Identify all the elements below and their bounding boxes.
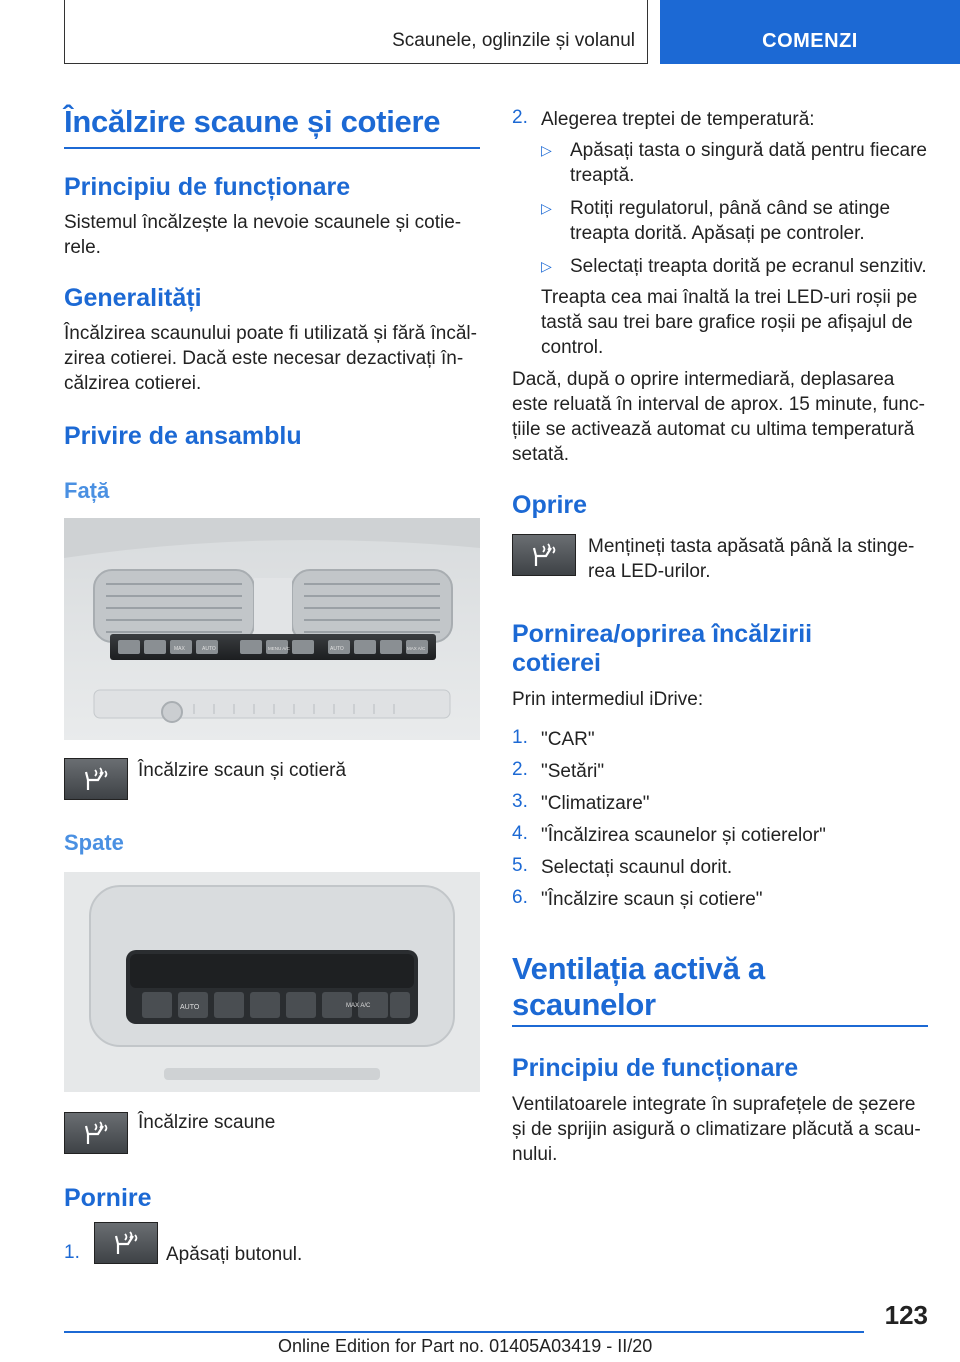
seat-heating-icon-inline <box>113 1230 141 1256</box>
vent-title-line-1: Ventilația activă a <box>512 951 765 986</box>
seat-heating-icon-rear <box>83 1120 111 1146</box>
idrive-step-text: "Încălzirea scaunelor și cotierelor" <box>541 825 826 846</box>
footer-rule <box>64 1331 864 1333</box>
title-rule <box>64 147 480 149</box>
vent-text-1: Ventilatoarele integrate în suprafețele de șezere <box>512 1094 916 1115</box>
rear-label-auto: AUTO <box>180 1004 200 1011</box>
idrive-step-text: "Încălzire scaun și cotiere" <box>541 889 763 910</box>
idrive-step-number: 4. <box>512 823 528 844</box>
principle-heading: Principiu de funcționare <box>64 173 351 201</box>
seat-heating-button-front <box>64 758 128 800</box>
front-label-max: MAX <box>174 646 185 652</box>
bullet-2-line-2: treapta dorită. Apăsați pe controler. <box>570 223 865 244</box>
front-button-label: Încălzire scaun și cotieră <box>138 760 347 781</box>
page-title: Încălzire scaune și cotiere <box>64 104 441 139</box>
idrive-step-text: "CAR" <box>541 729 595 750</box>
idrive-text: Prin intermediul iDrive: <box>512 689 704 710</box>
front-label-auto-right: AUTO <box>330 646 344 652</box>
stop-text-2: rea LED-urilor. <box>588 561 711 582</box>
seat-heating-button-stop <box>512 534 576 576</box>
bullet-3-line-1: Selectați treapta dorită pe ecranul senzitiv. <box>570 256 927 277</box>
footer-edition: Online Edition for Part no. 01405A03419 - II/20 <box>278 1336 653 1356</box>
front-label-auto-left: AUTO <box>202 646 216 652</box>
idrive-step-number: 6. <box>512 887 528 908</box>
resume-line-1: Dacă, după o oprire intermediară, deplasarea <box>512 369 895 390</box>
section-title: Scaunele, oglinzile și volanul <box>392 30 635 51</box>
rear-climate-panel-image <box>64 872 480 1092</box>
note-line-1: Treapta cea mai înaltă la trei LED-uri roșii pe <box>541 287 918 308</box>
principle-text-2: rele. <box>64 237 101 258</box>
resume-line-4: setată. <box>512 444 570 465</box>
chapter-tab-label: COMENZI <box>762 30 858 52</box>
general-text-2: zirea cotierei. Dacă este necesar dezactivați în- <box>64 348 464 369</box>
seat-heating-icon <box>83 766 111 792</box>
vent-text-2: și de sprijin asigură o climatizare plăcută a scau- <box>512 1119 921 1140</box>
chapter-tab[interactable] <box>660 0 960 64</box>
note-line-3: control. <box>541 337 604 358</box>
header-section-box <box>64 0 648 64</box>
bullet-1-line-1: Apăsați tasta o singură dată pentru fiecare <box>570 140 928 161</box>
front-climate-panel-image <box>64 518 480 740</box>
general-text-1: Încălzirea scaunului poate fi utilizată și fără încăl- <box>64 323 477 344</box>
front-heading: Față <box>64 478 110 503</box>
start-step-text: Apăsați butonul. <box>166 1244 303 1265</box>
start-step-number: 1. <box>64 1242 80 1263</box>
idrive-step-text: "Setări" <box>541 761 605 782</box>
bullet-arrow-icon: ▷ <box>541 142 552 158</box>
onoff-heading-line-2: cotierei <box>512 649 601 677</box>
bullet-2-line-1: Rotiți regulatorul, până când se atinge <box>570 198 891 219</box>
idrive-step-text: "Climatizare" <box>541 793 650 814</box>
vent-title-rule <box>512 1025 928 1027</box>
idrive-step-text: Selectați scaunul dorit. <box>541 857 733 878</box>
page-number: 123 <box>884 1300 928 1330</box>
note-line-2: tastă sau trei bare grafice roșii pe afișajul de <box>541 312 913 333</box>
resume-line-2: este reluată în interval de aprox. 15 minute, func- <box>512 394 925 415</box>
bullet-1-line-2: treaptă. <box>570 165 635 186</box>
rear-heading: Spate <box>64 830 124 855</box>
idrive-step-number: 3. <box>512 791 528 812</box>
overview-heading: Privire de ansamblu <box>64 422 302 450</box>
rear-label-maxac: MAX A/C <box>346 1003 371 1009</box>
idrive-step-number: 2. <box>512 759 528 780</box>
onoff-heading-line-1: Pornirea/oprirea încălzirii <box>512 620 813 648</box>
front-label-menu: MENU A/C <box>268 646 290 651</box>
stop-text-1: Mențineți tasta apăsată până la stinge- <box>588 536 915 557</box>
seat-heating-button-rear <box>64 1112 128 1154</box>
seat-heating-button-inline <box>94 1222 158 1264</box>
bullet-arrow-icon: ▷ <box>541 258 552 274</box>
seat-heating-icon-stop <box>531 542 559 568</box>
vent-text-3: nului. <box>512 1144 558 1165</box>
bullet-arrow-icon: ▷ <box>541 200 552 216</box>
idrive-step-number: 1. <box>512 727 528 748</box>
vent-title-line-2: scaunelor <box>512 987 656 1022</box>
general-text-3: călzirea cotierei. <box>64 373 202 394</box>
general-heading: Generalități <box>64 284 202 312</box>
stop-heading: Oprire <box>512 491 588 519</box>
rear-button-label: Încălzire scaune <box>138 1112 276 1133</box>
idrive-step-number: 5. <box>512 855 528 876</box>
front-label-maxac: MAX A/C <box>407 646 426 651</box>
resume-line-3: țiile se activează automat cu ultima temperatură <box>512 419 915 440</box>
step2-text: Alegerea treptei de temperatură: <box>541 109 815 130</box>
step2-number: 2. <box>512 107 528 128</box>
vent-principle-heading: Principiu de funcționare <box>512 1054 799 1082</box>
start-heading: Pornire <box>64 1184 152 1212</box>
principle-text-1: Sistemul încălzește la nevoie scaunele și cotie- <box>64 212 462 233</box>
